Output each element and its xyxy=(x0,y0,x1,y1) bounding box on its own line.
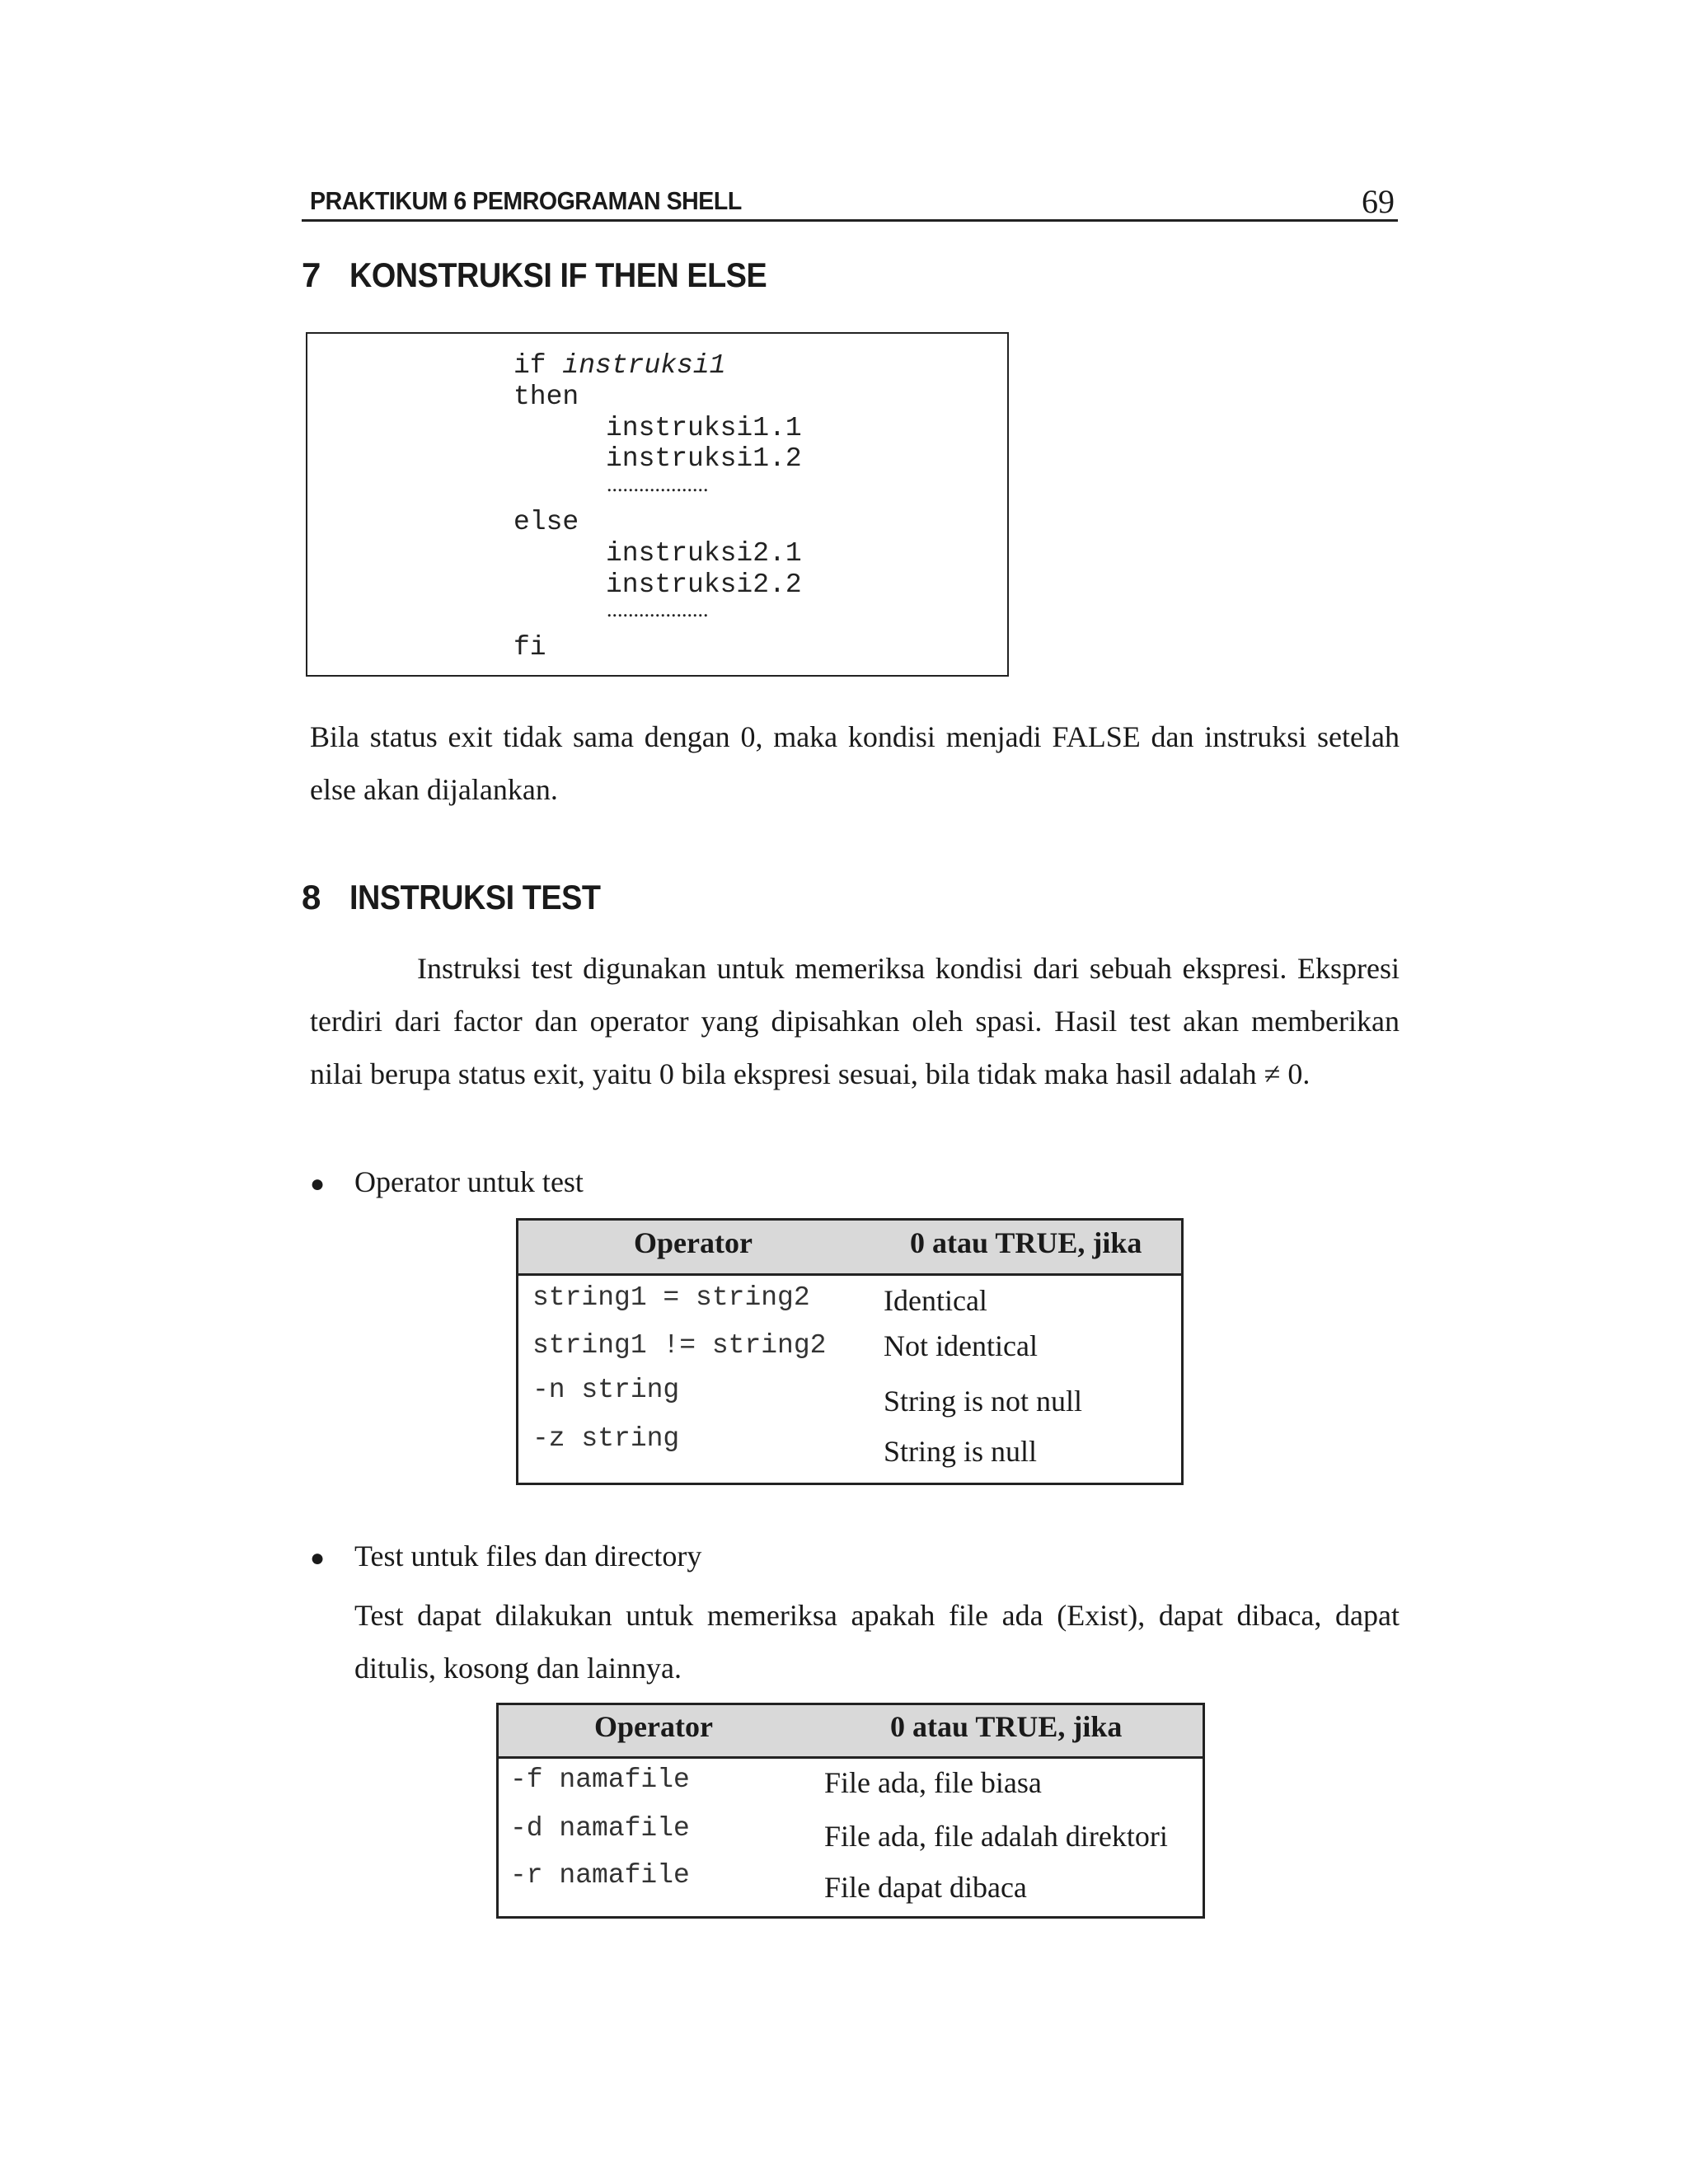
string-operator-table xyxy=(516,1218,1184,1485)
table-row-desc: Identical xyxy=(884,1284,987,1317)
table-row-desc: File ada, file biasa xyxy=(824,1766,1042,1799)
table-row-desc: File dapat dibaca xyxy=(824,1871,1027,1904)
code-line-then: then xyxy=(513,382,579,412)
table-row-op: -d namafile xyxy=(510,1813,690,1844)
section-8-heading xyxy=(302,878,628,917)
page-number: 69 xyxy=(1362,183,1395,220)
header-title: PRAKTIKUM 6 PEMROGRAMAN SHELL xyxy=(310,186,742,215)
section-7-title: KONSTRUKSI IF THEN ELSE xyxy=(349,255,767,294)
table-row-desc: String is not null xyxy=(884,1385,1083,1418)
bullet-operator-test xyxy=(310,1165,584,1199)
if-then-else-code-box xyxy=(306,332,1009,677)
code-ellipsis-1: ................... xyxy=(607,472,709,496)
code-line-else-2: instruksi2.2 xyxy=(606,569,802,600)
table-header-row xyxy=(518,1221,1181,1276)
bullet-operator-test-label: Operator untuk test xyxy=(354,1165,584,1198)
section-7-number: 7 xyxy=(302,255,321,294)
table-header-operator: Operator xyxy=(594,1710,713,1743)
section-8-title: INSTRUKSI TEST xyxy=(349,878,601,916)
table-row-op: -r namafile xyxy=(510,1860,690,1891)
bullet-files-directory xyxy=(310,1539,701,1573)
table-header-condition: 0 atau TRUE, jika xyxy=(910,1226,1142,1259)
code-line-if: if instruksi1 xyxy=(513,350,726,381)
files-directory-paragraph: Test dapat dilakukan untuk memeriksa apakah file ada (Exist), dapat dibaca, dapat ditulis, kosong dan lainnya. xyxy=(354,1599,1400,1685)
section-8-number: 8 xyxy=(302,878,321,916)
code-line-else-1: instruksi2.1 xyxy=(606,538,802,569)
table-header-row xyxy=(499,1705,1203,1759)
table-row-op: -z string xyxy=(532,1423,680,1454)
table-row-desc: String is null xyxy=(884,1435,1038,1468)
code-ellipsis-2: ................... xyxy=(607,598,709,621)
bullet-dot: ● xyxy=(310,1544,326,1572)
table-row-op: string1 = string2 xyxy=(532,1282,810,1313)
table-row-op: -n string xyxy=(532,1375,680,1405)
file-operator-table xyxy=(496,1703,1205,1919)
page-header xyxy=(302,183,1398,222)
code-if-arg: instruksi1 xyxy=(562,350,726,381)
code-line-else: else xyxy=(513,507,579,537)
section-7-heading xyxy=(302,255,814,295)
table-row-op: -f namafile xyxy=(510,1765,690,1795)
table-header-operator: Operator xyxy=(634,1226,753,1259)
section-7-paragraph: Bila status exit tidak sama dengan 0, maka kondisi menjadi FALSE dan instruksi setelah else akan dijalankan. xyxy=(310,720,1400,806)
table-row-desc: File ada, file adalah direktori xyxy=(824,1820,1168,1853)
bullet-dot: ● xyxy=(310,1170,326,1197)
code-line-fi: fi xyxy=(513,632,546,663)
code-line-then-2: instruksi1.2 xyxy=(606,443,802,474)
section-8-paragraph: Instruksi test digunakan untuk memeriksa kondisi dari sebuah ekspresi. Ekspresi terdiri dari factor dan operator yang dipisahkan oleh spasi. Hasil test akan memberikan nilai berupa status exit, yaitu 0 bila ekspresi sesuai, bila tidak maka hasil adalah ≠ 0. xyxy=(310,952,1400,1090)
table-row-desc: Not identical xyxy=(884,1329,1038,1362)
bullet-files-directory-label: Test untuk files dan directory xyxy=(354,1540,702,1572)
table-row-op: string1 != string2 xyxy=(532,1330,827,1361)
code-line-then-1: instruksi1.1 xyxy=(606,413,802,443)
table-header-condition: 0 atau TRUE, jika xyxy=(890,1710,1123,1743)
